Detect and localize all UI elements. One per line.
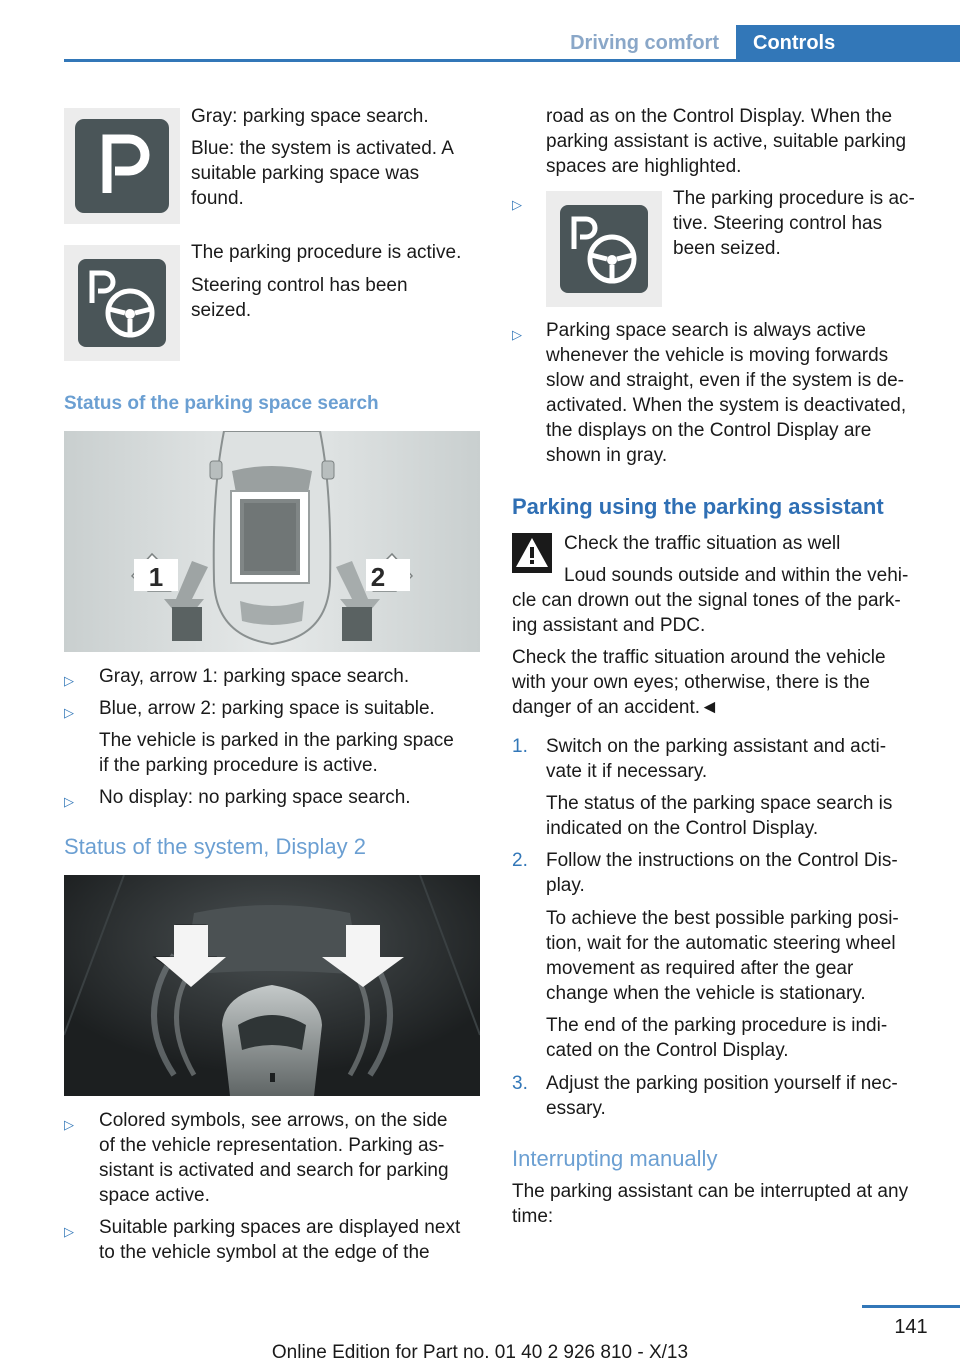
- parking-search-illustration: [64, 431, 480, 652]
- footer-rule: [862, 1305, 960, 1308]
- bullet-icon: ▷: [512, 197, 522, 212]
- cont-l3: spaces are highlighted.: [546, 156, 742, 177]
- bsearch-l4: activated. When the system is deactivated,: [546, 395, 907, 416]
- display2-heading: Status of the system, Display 2: [64, 834, 367, 859]
- status-label-2: 2: [370, 562, 386, 592]
- sym1-text-1: Gray: parking space search.: [191, 106, 429, 127]
- warning-l1: Loud sounds outside and within the vehi-: [564, 565, 909, 586]
- status-heading: Status of the parking space search: [64, 393, 379, 414]
- system-display-illustration: [64, 875, 480, 1096]
- bullet-icon: ▷: [64, 1117, 74, 1132]
- bicon-l2: tive. Steering control has: [673, 213, 883, 234]
- bullet-icon: ▷: [64, 705, 74, 720]
- bullet2-1-l1: Colored symbols, see arrows, on the side: [99, 1110, 448, 1131]
- check-l2: with your own eyes; otherwise, there is the: [512, 672, 871, 693]
- step-number: 1.: [512, 736, 528, 757]
- bsearch-l2: whenever the vehicle is moving forwards: [546, 345, 889, 366]
- bullet2-2-l2: to the vehicle symbol at the edge of the: [99, 1242, 430, 1263]
- bullet-icon: ▷: [512, 327, 522, 342]
- step2-l7: The end of the parking procedure is indi-: [546, 1015, 888, 1036]
- edition-note: Online Edition for Part no. 01 40 2 926 810 - X/13: [271, 1342, 689, 1362]
- step1-l1: Switch on the parking assistant and acti-: [546, 736, 887, 757]
- step-number: 3.: [512, 1073, 528, 1094]
- page-number: 141: [894, 1316, 928, 1338]
- sym1-text-4: found.: [191, 188, 244, 209]
- interrupt-heading: Interrupting manually: [512, 1146, 718, 1171]
- bsearch-l3: slow and straight, even if the system is de-: [546, 370, 904, 391]
- parking-steering-icon-2: [546, 191, 662, 307]
- step2-l8: cated on the Control Display.: [546, 1040, 789, 1061]
- step2-l5: movement as required after the gear: [546, 958, 854, 979]
- bsearch-l6: shown in gray.: [546, 445, 668, 466]
- step1-l2: vate it if necessary.: [546, 761, 708, 782]
- sym1-text-3: suitable parking space was: [191, 163, 420, 184]
- parking-heading: Parking using the parking assistant: [512, 494, 884, 519]
- sym2-text-1: The parking procedure is active.: [191, 242, 462, 263]
- bullet1-2-l2: The vehicle is parked in the parking space: [99, 730, 454, 751]
- step2-l2: play.: [546, 875, 585, 896]
- check-l1: Check the traffic situation around the vehicle: [512, 647, 886, 668]
- sym2-text-3: seized.: [191, 300, 252, 321]
- parking-p-icon: [64, 108, 180, 224]
- parking-steering-icon: [64, 245, 180, 361]
- cont-l1: road as on the Control Display. When the: [546, 106, 893, 127]
- step2-l6: change when the vehicle is stationary.: [546, 983, 866, 1004]
- step3-l2: essary.: [546, 1098, 606, 1119]
- bullet2-1-l2: of the vehicle representation. Parking as-: [99, 1135, 445, 1156]
- header-rule: [64, 59, 960, 62]
- bullet-icon: ▷: [64, 1224, 74, 1239]
- bsearch-l5: the displays on the Control Display are: [546, 420, 872, 441]
- interrupt-l1: The parking assistant can be interrupted at any: [512, 1181, 909, 1202]
- bullet2-1-l3: sistant is activated and search for parking: [99, 1160, 449, 1181]
- step2-l3: To achieve the best possible parking posi-: [546, 908, 899, 929]
- step-number: 2.: [512, 850, 528, 871]
- sym2-text-2: Steering control has been: [191, 275, 408, 296]
- status-label-1: 1: [148, 562, 164, 592]
- bsearch-l1: Parking space search is always active: [546, 320, 866, 341]
- step3-l1: Adjust the parking position yourself if nec-: [546, 1073, 898, 1094]
- warning-icon: [512, 533, 552, 573]
- step2-l1: Follow the instructions on the Control Dis-: [546, 850, 898, 871]
- step1-l4: indicated on the Control Display.: [546, 818, 819, 839]
- step1-l3: The status of the parking space search is: [546, 793, 893, 814]
- bullet2-2-l1: Suitable parking spaces are displayed next: [99, 1217, 461, 1238]
- bullet-icon: ▷: [64, 794, 74, 809]
- bullet1-2-l3: if the parking procedure is active.: [99, 755, 378, 776]
- check-l3: danger of an accident.◄: [512, 697, 719, 718]
- bullet-icon: ▷: [64, 673, 74, 688]
- bullet1-1: Gray, arrow 1: parking space search.: [99, 666, 410, 687]
- bullet1-2-l1: Blue, arrow 2: parking space is suitable.: [99, 698, 435, 719]
- cont-l2: parking assistant is active, suitable parking: [546, 131, 907, 152]
- sym1-text-2: Blue: the system is activated. A: [191, 138, 454, 159]
- warning-l2: cle can drown out the signal tones of the park-: [512, 590, 901, 611]
- bullet1-3: No display: no parking space search.: [99, 787, 411, 808]
- step2-l4: tion, wait for the automatic steering wheel: [546, 933, 896, 954]
- bullet2-1-l4: space active.: [99, 1185, 210, 1206]
- warning-title: Check the traffic situation as well: [564, 533, 841, 554]
- warning-l3: ing assistant and PDC.: [512, 615, 706, 636]
- header-tab-controls[interactable]: Controls: [736, 25, 960, 62]
- header-section: Driving comfort: [570, 32, 719, 54]
- bicon-l3: been seized.: [673, 238, 781, 259]
- bicon-l1: The parking procedure is ac-: [673, 188, 915, 209]
- interrupt-l2: time:: [512, 1206, 554, 1227]
